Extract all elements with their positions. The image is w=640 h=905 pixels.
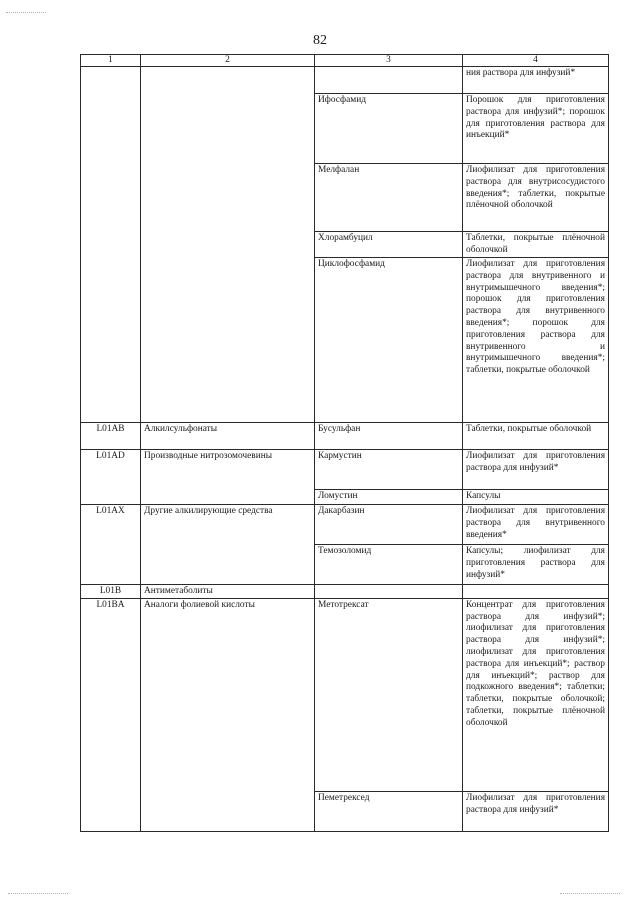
header-col-4: 4: [463, 55, 609, 67]
atc-code-cell: L01BA: [81, 598, 141, 831]
drug-name-cell: [315, 67, 463, 94]
atc-code-cell: L01AD: [81, 450, 141, 505]
dosage-form-cell: Таблетки, покрытые оболочкой: [463, 423, 609, 450]
drug-name-cell: Ломустин: [315, 490, 463, 505]
drug-name-cell: Ифосфамид: [315, 94, 463, 164]
dosage-form-cell: Концентрат для приготовления раствора для инфузий*; лиофилизат для приготовления раствора для инфузий*; лиофилизат для приготовления раствора для инъекций*; раствор для инъекций*; раствор для подкожного введения*; таблетки; таблетки, покрытые оболочкой; таблетки, покрытые плёночной оболочкой: [463, 598, 609, 791]
header-col-1: 1: [81, 55, 141, 67]
table-row: [81, 423, 609, 450]
table-row: [81, 450, 609, 490]
drug-name-cell: Метотрексат: [315, 598, 463, 791]
atc-group-cell: Производные нитрозомочевины: [141, 450, 315, 505]
atc-code-cell: [81, 67, 141, 423]
dosage-form-cell: Лиофилизат для приготовления раствора для инфузий*: [463, 450, 609, 490]
header-col-3: 3: [315, 55, 463, 67]
atc-group-cell: [141, 67, 315, 423]
drug-name-cell: Бусульфан: [315, 423, 463, 450]
table-header-row: [81, 55, 609, 67]
drug-name-cell: Хлорамбуцил: [315, 232, 463, 258]
drug-name-cell: Пеметрексед: [315, 791, 463, 831]
dosage-form-cell: Капсулы: [463, 490, 609, 505]
dosage-form-cell: Лиофилизат для приготовления раствора для внутрисосудистого введения*; таблетки, покрытые плёночной оболочкой: [463, 164, 609, 232]
dosage-form-cell: Таблетки, покрытые плёночной оболочкой: [463, 232, 609, 258]
dosage-form-cell: [463, 585, 609, 599]
dosage-form-cell: Лиофилизат для приготовления раствора для внутривенного и внутримышечного введения*; порошок для приготовления раствора для внутривенного введения*; порошок для приготовления раствора для внутривенного и внутримышечного введения*; таблетки, покрытые оболочкой: [463, 258, 609, 423]
dosage-form-cell: Порошок для приготовления раствора для инфузий*; порошок для приготовления раствора для инъекций*: [463, 94, 609, 164]
atc-code-cell: L01AB: [81, 423, 141, 450]
drug-name-cell: Мелфалан: [315, 164, 463, 232]
drug-registry-table: [80, 54, 609, 832]
scan-edge-mark: [6, 12, 46, 13]
drug-name-cell: [315, 585, 463, 599]
drug-name-cell: Дакарбазин: [315, 505, 463, 545]
dosage-form-cell: Лиофилизат для приготовления раствора для инфузий*: [463, 791, 609, 831]
drug-name-cell: Кармустин: [315, 450, 463, 490]
table-row: [81, 67, 609, 94]
scan-edge-mark: [8, 893, 68, 894]
atc-group-cell: Аналоги фолиевой кислоты: [141, 598, 315, 831]
dosage-form-cell: Капсулы; лиофилизат для приготовления раствора для инфузий*: [463, 545, 609, 585]
table-row: [81, 585, 609, 599]
atc-group-cell: Антиметаболиты: [141, 585, 315, 599]
atc-group-cell: Другие алкилирующие средства: [141, 505, 315, 585]
scan-edge-mark: [560, 893, 620, 894]
atc-code-cell: L01B: [81, 585, 141, 599]
table-row: [81, 598, 609, 791]
header-col-2: 2: [141, 55, 315, 67]
atc-group-cell: Алкилсульфонаты: [141, 423, 315, 450]
dosage-form-cell: ния раствора для инфузий*: [463, 67, 609, 94]
drug-name-cell: Темозоломид: [315, 545, 463, 585]
atc-code-cell: L01AX: [81, 505, 141, 585]
dosage-form-cell: Лиофилизат для приготовления раствора для внутривенного введения*: [463, 505, 609, 545]
page-number: 82: [313, 33, 327, 48]
drug-name-cell: Циклофосфамид: [315, 258, 463, 423]
table-row: [81, 505, 609, 545]
